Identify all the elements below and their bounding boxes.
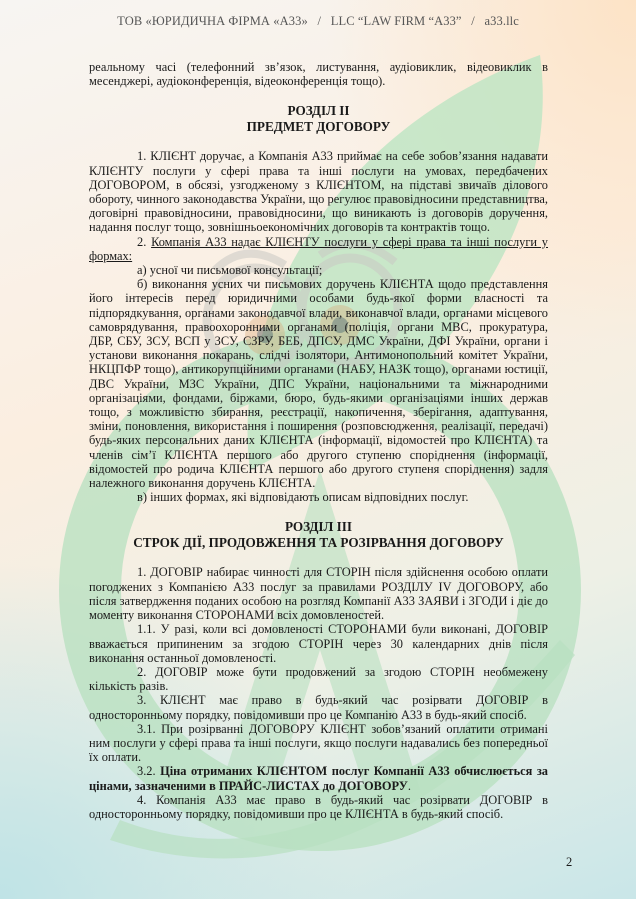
page-number: 2 bbox=[566, 855, 573, 869]
section-3-clause-1: 1. ДОГОВІР набирає чинності для СТОРІН після здійснення особою оплати погоджених з Компанією А33 послуг за правилами РОЗДІЛУ IV ДОГОВОРУ, або після затвердження поданих особою на розгляд Компанії А33 ЗАЯВИ і ЗГОДИ і діє до моменту виконання СТОРОНАМИ всіх домовленостей. bbox=[89, 565, 548, 623]
section-3-clause-3-1: 3.1. При розірванні ДОГОВОРУ КЛІЄНТ зобов’язаний оплатити отримані ним послуги у сфері права та інші послуги, якщо послуги надавались без попередньої їх оплати. bbox=[89, 721, 548, 765]
section-3-clause-3-2 bbox=[89, 764, 548, 792]
section-2-item-c: в) інших формах, які відповідають описам відповідних послуг. bbox=[137, 490, 469, 505]
section-2-number: РОЗДІЛ ІІ bbox=[287, 103, 350, 119]
section-3-clause-2: 2. ДОГОВІР може бути продовжений за згодою СТОРІН необмежену кількість разів. bbox=[89, 664, 548, 694]
clause-end-punct: . bbox=[407, 778, 411, 793]
section-3-clause-4: 4. Компанія А33 має право в будь-який час розірвати ДОГОВІР в односторонньому порядку, повідомивши про це КЛІЄНТА в будь-який спосіб. bbox=[89, 792, 548, 821]
document-body bbox=[89, 60, 548, 821]
section-3-clause-3: 3. КЛІЄНТ має право в будь-який час розірвати ДОГОВІР в односторонньому порядку, повідомивши про це Компанію А33 в будь-який спосіб. bbox=[89, 693, 548, 722]
section-2-title: ПРЕДМЕТ ДОГОВОРУ bbox=[246, 119, 391, 135]
page-header: ТОВ «ЮРИДИЧНА ФІРМА «А33» / LLC “LAW FIRM “A33” / a33.llc bbox=[117, 14, 519, 28]
clause-2-underlined-text: Компанія А33 надає КЛІЄНТУ послуги у сфері права та інші послуги у формах: bbox=[89, 234, 548, 263]
section-2-clause-1: 1. КЛІЄНТ доручає, а Компанія А33 приймає на себе зобов’язання надавати КЛІЄНТУ послуги у сфері права та інші послуги на умовах, передбачених ДОГОВОРОМ, в обсязі, узгодженому з КЛІЄНТОМ, на підставі звичаїв ділового обороту, чинного законодавства України, що регулює правовідносини представництва, договірні правовідносини, правовідносини, що виникають із договорів доручення, надання послуг тощо, зовнішньоекономічних договорів та контрактів тощо. bbox=[89, 149, 548, 235]
clause-3-2-bold-text: Ціна отриманих КЛІЄНТОМ послуг Компанії А33 обчислюється за цінами, зазначеними в ПРАЙС-ЛИСТАХ до ДОГОВОРУ bbox=[89, 764, 549, 793]
intro-continuation: реальному часі (телефонний зв’язок, листування, аудіовиклик, відеовиклик в месенджері, аудіоконференція, відеоконференція тощо). bbox=[89, 60, 548, 89]
section-2-clause-2 bbox=[89, 235, 548, 263]
clause-number: 2. bbox=[137, 234, 152, 249]
section-3-number: РОЗДІЛ ІІІ bbox=[284, 519, 353, 535]
section-3-clause-1-1: 1.1. У разі, коли всі домовленості СТОРОНАМИ були виконані, ДОГОВІР вважається припиненим за згодою СТОРІН через 30 календарних днів після виконання останньої домовленості. bbox=[89, 622, 548, 665]
section-3-title: СТРОК ДІЇ, ПРОДОВЖЕННЯ ТА РОЗІРВАННЯ ДОГОВОРУ bbox=[133, 535, 504, 551]
section-2-item-b: б) виконання усних чи письмових доручень КЛІЄНТА щодо представлення його інтересів перед юридичними особами будь-якої форми власності та підпорядкування, органами законодавчої влади, виконавчої влади, органами місцевого самоврядування, правоохоронними органами (поліція, органи МВС, прокуратура, ДБР, СБУ, ЗСУ, ВСП у ЗСУ, СЗРУ, БЕБ, ДПСУ, ДМС України, ДФІ України, органи і установи виконання покарань, слідчі ізолятори, Антимонопольний комітет України, НКЦПФР тощо), антикорупційними органами (НАБУ, НАЗК тощо), органами юстиції, ДВС України, МЗС України, ДПС України, національними та міжнародними організаціями, фондами, біржами, бюро, будь-якими організаціями інших держав тощо, з можливістю збирання, реєстрації, накопичення, зберігання, адаптування, зміни, поновлення, використання і поширення (розповсюдження, реалізації, передачі) будь-яких персональних даних КЛІЄНТА (інформації, відомостей про КЛІЄНТА) та членів сім’ї КЛІЄНТА першого або другого ступеню споріднення (інформації, відомостей про родича КЛІЄНТА першого або другого ступеня споріднення) задля належного виконання доручень КЛІЄНТА. bbox=[89, 277, 548, 491]
clause-number: 3.2. bbox=[137, 764, 161, 779]
section-2-item-a: а) усної чи письмової консультації; bbox=[137, 263, 323, 278]
